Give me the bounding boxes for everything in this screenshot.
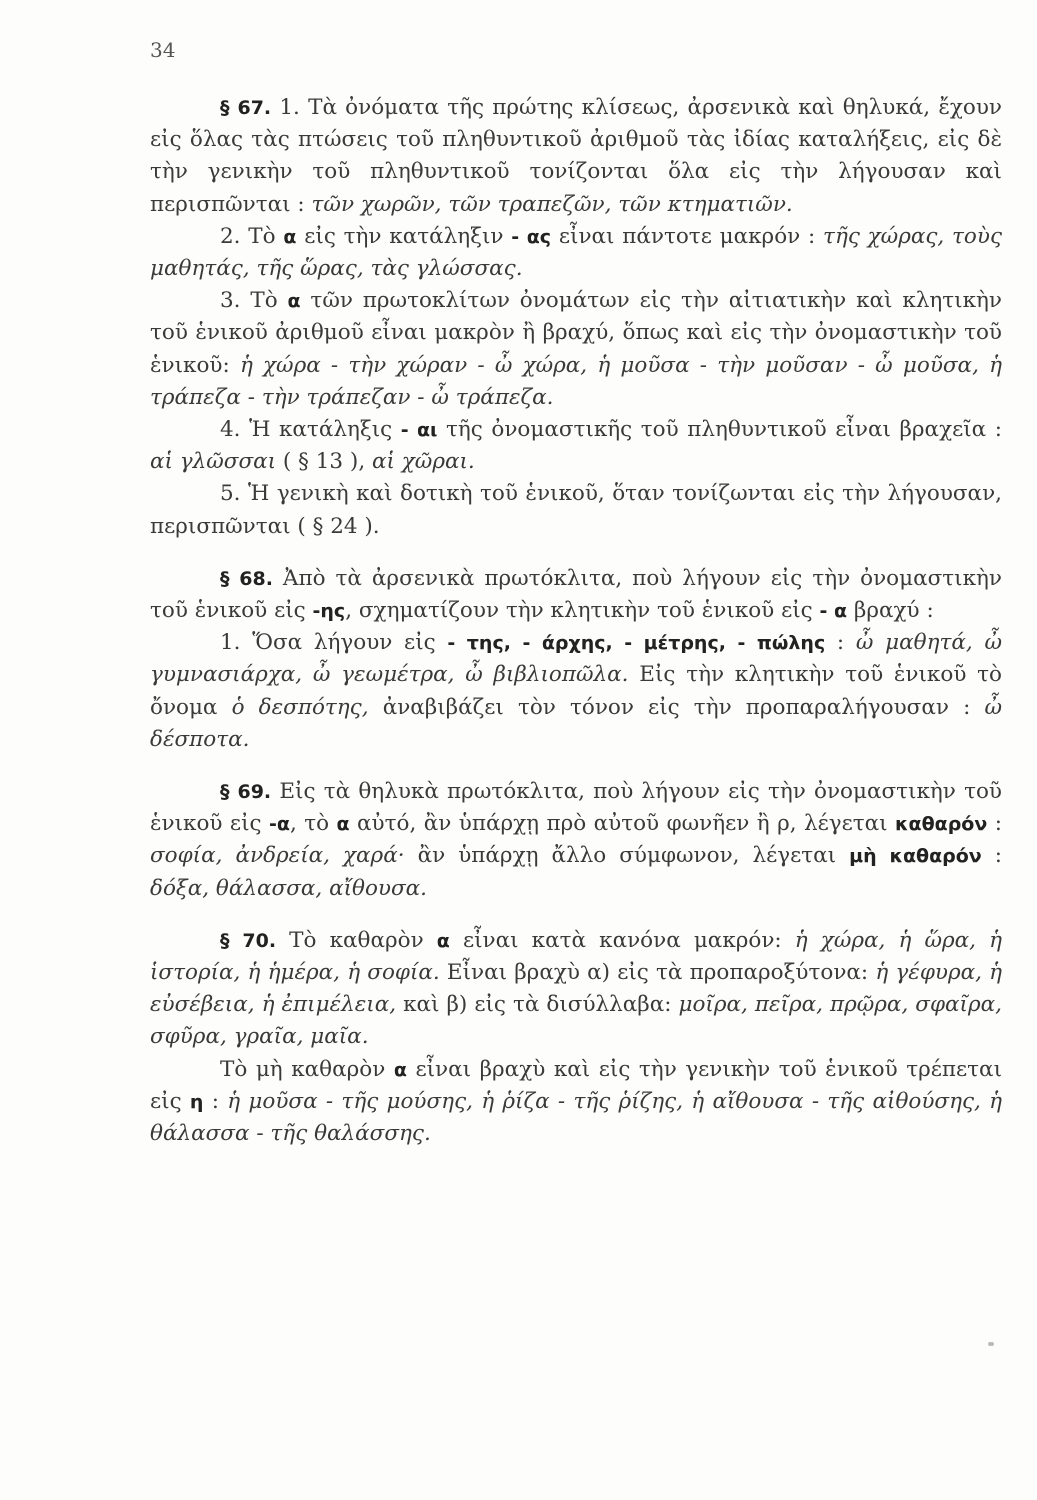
example-text: ὁ δεσπότης,	[231, 694, 369, 720]
example-text: ὦ δέσποτα.	[150, 694, 1002, 752]
page-number: 34	[150, 38, 176, 62]
paragraph-70-2: Τὸ μὴ καθαρὸν α εἶναι βραχὺ καὶ εἰς τὴν γενικὴν τοῦ ἑνικοῦ τρέπεται εἰς η : ἡ μοῦσα - τῆς μούσης, ἡ ῥίζα - τῆς ῥίζης, ἡ αἴθουσα - τῆς αἰθούσης, ἡ θάλασσα - τῆς θαλάσσης.	[150, 1056, 1003, 1147]
bold-term: α	[436, 929, 450, 952]
example-text: τῆς χώρας, τοὺς μαθητάς, τῆς ὥρας, τὰς γλώσσας.	[150, 223, 1002, 282]
page-body	[150, 92, 1002, 1150]
paragraph-70: § 70. Τὸ καθαρὸν α εἶναι κατὰ κανόνα μακρόν: ἡ χώρα, ἡ ὥρα, ἡ ἱστορία, ἡ ἡμέρα, ἡ σοφία. Εἶναι βραχὺ α) εἰς τὰ προπαροξύτονα: ἡ γέφυρα, ἡ εὐσέβεια, ἡ ἐπιμέλεια, καὶ β) εἰς τὰ δισύλλαβα: μοῖρα, πεῖρα, πρῷρα, σφαῖρα, σφῦρα, γραῖα, μαῖα.	[150, 927, 1003, 1050]
paragraph-67-2: 2. Τὸ α εἰς τὴν κατάληξιν - ας εἶναι πάντοτε μακρόν : τῆς χώρας, τοὺς μαθητάς, τῆς ὥρας, τὰς γλώσσας.	[150, 223, 1002, 282]
bold-term: α	[336, 813, 350, 836]
example-text: ἡ χώρα, ἡ ὥρα, ἡ ἱστορία, ἡ ἡμέρα, ἡ σοφία.	[150, 927, 1002, 986]
paragraph-68-1: 1. Ὅσα λήγουν εἰς - της, - άρχης, - μέτρης, - πώλης : ὦ μαθητά, ὦ γυμνασιάρχα, ὦ γεωμέτρα, ὦ βιβλιοπῶλα. Εἰς τὴν κλητικὴν τοῦ ἑνικοῦ τὸ ὄνομα ὁ δεσπότης, ἀναβιβάζει τὸν τόνον εἰς τὴν προπαραλήγουσαν : ὦ δέσποτα.	[150, 630, 1002, 752]
section-number: § 69.	[220, 781, 272, 804]
paragraph-67-4: 4. Ἡ κατάληξις - αι τῆς ὀνομαστικῆς τοῦ πληθυντικοῦ εἶναι βραχεῖα : αἱ γλῶσσαι ( § 13 ), αἱ χῶραι.	[150, 417, 1002, 475]
paragraph-67-5: 5. Ἡ γενικὴ καὶ δοτικὴ τοῦ ἑνικοῦ, ὅταν τονίζωνται εἰς τὴν λήγουσαν, περισπῶνται ( § 24 ).	[150, 481, 1002, 539]
bold-term: - της, - άρχης, - μέτρης, - πώλης	[447, 632, 826, 655]
example-text: αἱ χῶραι.	[371, 449, 475, 475]
bold-term: η	[189, 1090, 204, 1113]
example-text: σοφία, ἀνδρεία, χαρά·	[150, 843, 405, 869]
bold-term: -ης	[312, 600, 346, 623]
paragraph-68: § 68. Ἀπὸ τὰ ἀρσενικὰ πρωτόκλιτα, ποὺ λήγουν εἰς τὴν ὀνομαστικὴν τοῦ ἑνικοῦ εἰς -ης, σχηματίζουν τὴν κλητικὴν τοῦ ἑνικοῦ εἰς - α βραχύ :	[150, 565, 1003, 624]
bold-term: α	[393, 1058, 407, 1081]
bold-term: καθαρόν	[895, 813, 988, 836]
bold-term: α	[287, 290, 301, 313]
section-number: § 67.	[220, 97, 272, 119]
section-69	[150, 776, 1002, 905]
example-text: αἱ γλῶσσαι	[150, 449, 277, 475]
bold-term: - α	[819, 600, 848, 623]
example-text: ἡ μοῦσα - τῆς μούσης, ἡ ῥίζα - τῆς ῥίζης, ἡ αἴθουσα - τῆς αἰθούσης, ἡ θάλασσα - τῆς θαλάσσης.	[150, 1088, 1003, 1147]
bold-term: - ας	[511, 225, 552, 248]
section-68	[150, 563, 1002, 756]
paragraph-67-1: § 67. 1. Τὰ ὀνόματα τῆς πρώτης κλίσεως, ἀρσενικὰ καὶ θηλυκά, ἔχουν εἰς ὅλας τὰς πτώσεις τοῦ πληθυντικοῦ ἀριθμοῦ τὰς ἰδίας καταλήξεις, εἰς δὲ τὴν γενικὴν τοῦ πληθυντικοῦ τονίζονται ὅλα εἰς τὴν λήγουσαν καὶ περισπῶνται : τῶν χωρῶν, τῶν τραπεζῶν, τῶν κτηματιῶν.	[150, 95, 1002, 217]
section-70	[150, 925, 1002, 1150]
bold-term: -α	[269, 813, 290, 836]
example-text: ἡ γέφυρα, ἡ εὐσέβεια, ἡ ἐπιμέλεια,	[150, 960, 1003, 1018]
example-text: μοῖρα, πεῖρα, πρῷρα, σφαῖρα, σφῦρα, γραῖα, μαῖα.	[150, 992, 1002, 1050]
ink-speck	[988, 1342, 994, 1346]
section-number: § 70.	[220, 929, 277, 952]
bold-term: - αι	[400, 419, 438, 442]
section-67	[150, 92, 1002, 543]
bold-term: μὴ καθαρόν	[849, 845, 982, 868]
bold-term: α	[283, 225, 297, 248]
example-text: ἡ χώρα - τὴν χώραν - ὦ χώρα, ἡ μοῦσα - τὴν μοῦσαν - ὦ μοῦσα, ἡ τράπεζα - τὴν τράπεζαν - ὦ τράπεζα.	[150, 352, 1002, 410]
example-text: τῶν χωρῶν, τῶν τραπεζῶν, τῶν κτηματιῶν.	[311, 191, 793, 217]
paragraph-69: § 69. Εἰς τὰ θηλυκὰ πρωτόκλιτα, ποὺ λήγουν εἰς τὴν ὀνομαστικὴν τοῦ ἑνικοῦ εἰς -α, τὸ α αὐτό, ἂν ὑπάρχῃ πρὸ αὐτοῦ φωνῆεν ἢ ρ, λέγεται καθαρόν : σοφία, ἀνδρεία, χαρά· ἂν ὑπάρχῃ ἄλλο σύμφωνον, λέγεται μὴ καθαρόν : δόξα, θάλασσα, αἴθουσα.	[150, 779, 1002, 901]
section-number: § 68.	[220, 567, 273, 590]
example-text: δόξα, θάλασσα, αἴθουσα.	[150, 875, 428, 901]
example-text: ὦ μαθητά, ὦ γυμνασιάρχα, ὦ γεωμέτρα, ὦ βιβλιοπῶλα.	[150, 630, 1002, 688]
paragraph-67-3: 3. Τὸ α τῶν πρωτοκλίτων ὀνομάτων εἰς τὴν αἰτιατικὴν καὶ κλητικὴν τοῦ ἑνικοῦ ἀριθμοῦ εἶναι μακρὸν ἢ βραχύ, ὅπως καὶ εἰς τὴν ὀνομαστικὴν τοῦ ἑνικοῦ: ἡ χώρα - τὴν χώραν - ὦ χώρα, ἡ μοῦσα - τὴν μοῦσαν - ὦ μοῦσα, ἡ τράπεζα - τὴν τράπεζαν - ὦ τράπεζα.	[150, 288, 1003, 410]
